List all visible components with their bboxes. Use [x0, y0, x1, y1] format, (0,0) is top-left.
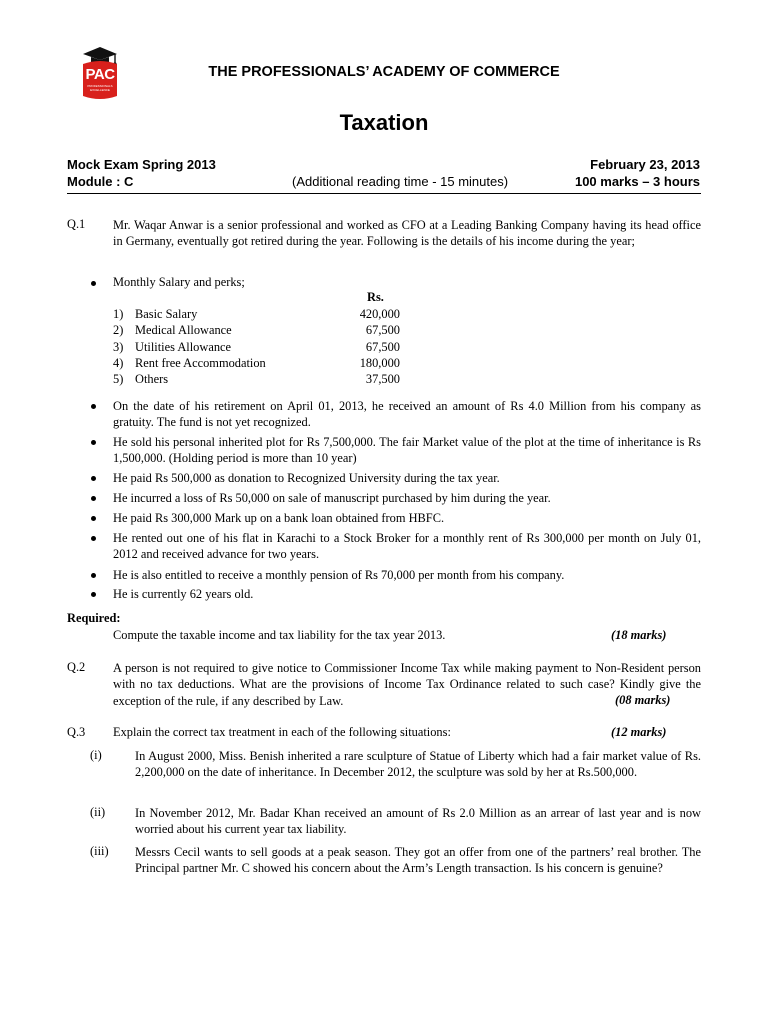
- logo-text: PAC: [85, 66, 115, 83]
- q1-marks: (18 marks): [611, 628, 667, 642]
- bullet: [91, 496, 96, 501]
- institute-name: THE PROFESSIONALS’ ACADEMY OF COMMERCE: [208, 64, 560, 80]
- salary-item-label: Basic Salary: [135, 307, 198, 321]
- salary-row: [113, 322, 400, 338]
- bullet: [91, 516, 96, 521]
- salary-row: [113, 306, 400, 322]
- q1-bullet-item: He rented out one of his flat in Karachi to a Stock Broker for a monthly rent of Rs 300,000 per month on July 01, 2012 and received advance for two years.: [113, 531, 701, 562]
- bullet: [91, 536, 96, 541]
- salary-item-amount: 180,000: [359, 356, 400, 370]
- q3-intro: Explain the correct tax treatment in each of the following situations:: [113, 725, 451, 739]
- exam-name: Mock Exam Spring 2013: [67, 157, 216, 172]
- q3-number: Q.3: [67, 725, 86, 739]
- currency-header: Rs.: [367, 290, 384, 304]
- salary-item-num: 2): [113, 323, 124, 337]
- q1-bullet-item: He paid Rs 300,000 Mark up on a bank loan obtained from HBFC.: [113, 511, 445, 525]
- salary-item-num: 4): [113, 356, 124, 370]
- q3-marks: (12 marks): [611, 725, 667, 739]
- q2-number: Q.2: [67, 660, 86, 674]
- q3-part-number: (ii): [90, 805, 106, 819]
- q1-intro: Mr. Waqar Anwar is a senior professional and worked as CFO at a Leading Banking Company having its head office in Germany, eventually got retired during the year. Following is the details of his income during the year;: [113, 218, 701, 249]
- salary-item-amount: 67,500: [365, 340, 400, 354]
- q1-bullet-item: He is also entitled to receive a monthly pension of Rs 70,000 per month from his company.: [113, 568, 565, 582]
- q2-text: A person is not required to give notice to Commissioner Income Tax while making payment to Non-Resident person with no tax deductions. What are the provisions of Income Tax Ordinance related to such case? Kindly give the exception of the rule, if any described by Law.: [113, 661, 701, 708]
- bullet: [91, 404, 96, 409]
- q1-number: Q.1: [67, 217, 86, 231]
- page-title: Taxation: [339, 110, 429, 135]
- q3-part-text: Messrs Cecil wants to sell goods at a peak season. They got an offer from one of the partners’ real brother. The Principal partner Mr. C showed his concern about the Arm’s Length transaction. Is his concern is genuine?: [135, 845, 701, 876]
- q1-bullet-item: He incurred a loss of Rs 50,000 on sale of manuscript purchased by him during the year.: [113, 491, 551, 505]
- module-label: Module : C: [67, 174, 134, 189]
- bullet: [91, 281, 96, 286]
- bullet: [91, 440, 96, 445]
- q2-marks: (08 marks): [611, 693, 670, 708]
- bullet: [91, 592, 96, 597]
- q1-bullet-item: He is currently 62 years old.: [113, 587, 254, 601]
- salary-heading: Monthly Salary and perks;: [113, 275, 245, 289]
- q3-part-number: (i): [90, 748, 102, 762]
- salary-item-amount: 37,500: [365, 372, 400, 386]
- salary-item-label: Utilities Allowance: [135, 340, 232, 354]
- salary-row: [113, 355, 400, 371]
- logo-tagline: PROFESSIONALS EXCELLENCE: [87, 84, 113, 92]
- salary-item-num: 1): [113, 307, 124, 321]
- required-text: Compute the taxable income and tax liability for the tax year 2013.: [113, 628, 446, 642]
- bullet: [91, 476, 96, 481]
- salary-item-label: Others: [135, 372, 169, 386]
- salary-item-label: Rent free Accommodation: [135, 356, 266, 370]
- salary-item-amount: 67,500: [365, 323, 400, 337]
- q3-part-text: In August 2000, Miss. Benish inherited a rare sculpture of Statue of Liberty which had a fair market value of Rs. 2,200,000 on the date of inheritance. In December 2012, the sculpture was sold by her at Rs.500,000.: [135, 749, 701, 780]
- salary-item-num: 5): [113, 372, 124, 386]
- reading-time: (Additional reading time - 15 minutes): [292, 174, 509, 189]
- salary-row: [113, 371, 400, 387]
- required-label: Required:: [67, 611, 121, 625]
- salary-row: [113, 339, 400, 355]
- bullet: [91, 573, 96, 578]
- q1-bullet-item: He paid Rs 500,000 as donation to Recognized University during the tax year.: [113, 471, 500, 485]
- salary-item-num: 3): [113, 340, 124, 354]
- q3-part-number: (iii): [90, 844, 109, 858]
- q3-part-text: In November 2012, Mr. Badar Khan received an amount of Rs 2.0 Million as an arrear of last year and is now worried about his current year tax liability.: [135, 806, 701, 837]
- salary-item-amount: 420,000: [359, 307, 400, 321]
- header-rule: [67, 193, 701, 194]
- salary-item-label: Medical Allowance: [135, 323, 232, 337]
- marks-time: 100 marks – 3 hours: [574, 174, 700, 189]
- exam-date: February 23, 2013: [590, 157, 700, 172]
- q1-bullet-item: On the date of his retirement on April 01, 2013, he received an amount of Rs 4.0 Million from his company as gratuity. The fund is not yet recognized.: [113, 399, 701, 430]
- q1-bullet-item: He sold his personal inherited plot for Rs 7,500,000. The fair Market value of the plot at the time of inheritance is Rs 1,500,000. (Holding period is more than 10 year): [113, 435, 701, 466]
